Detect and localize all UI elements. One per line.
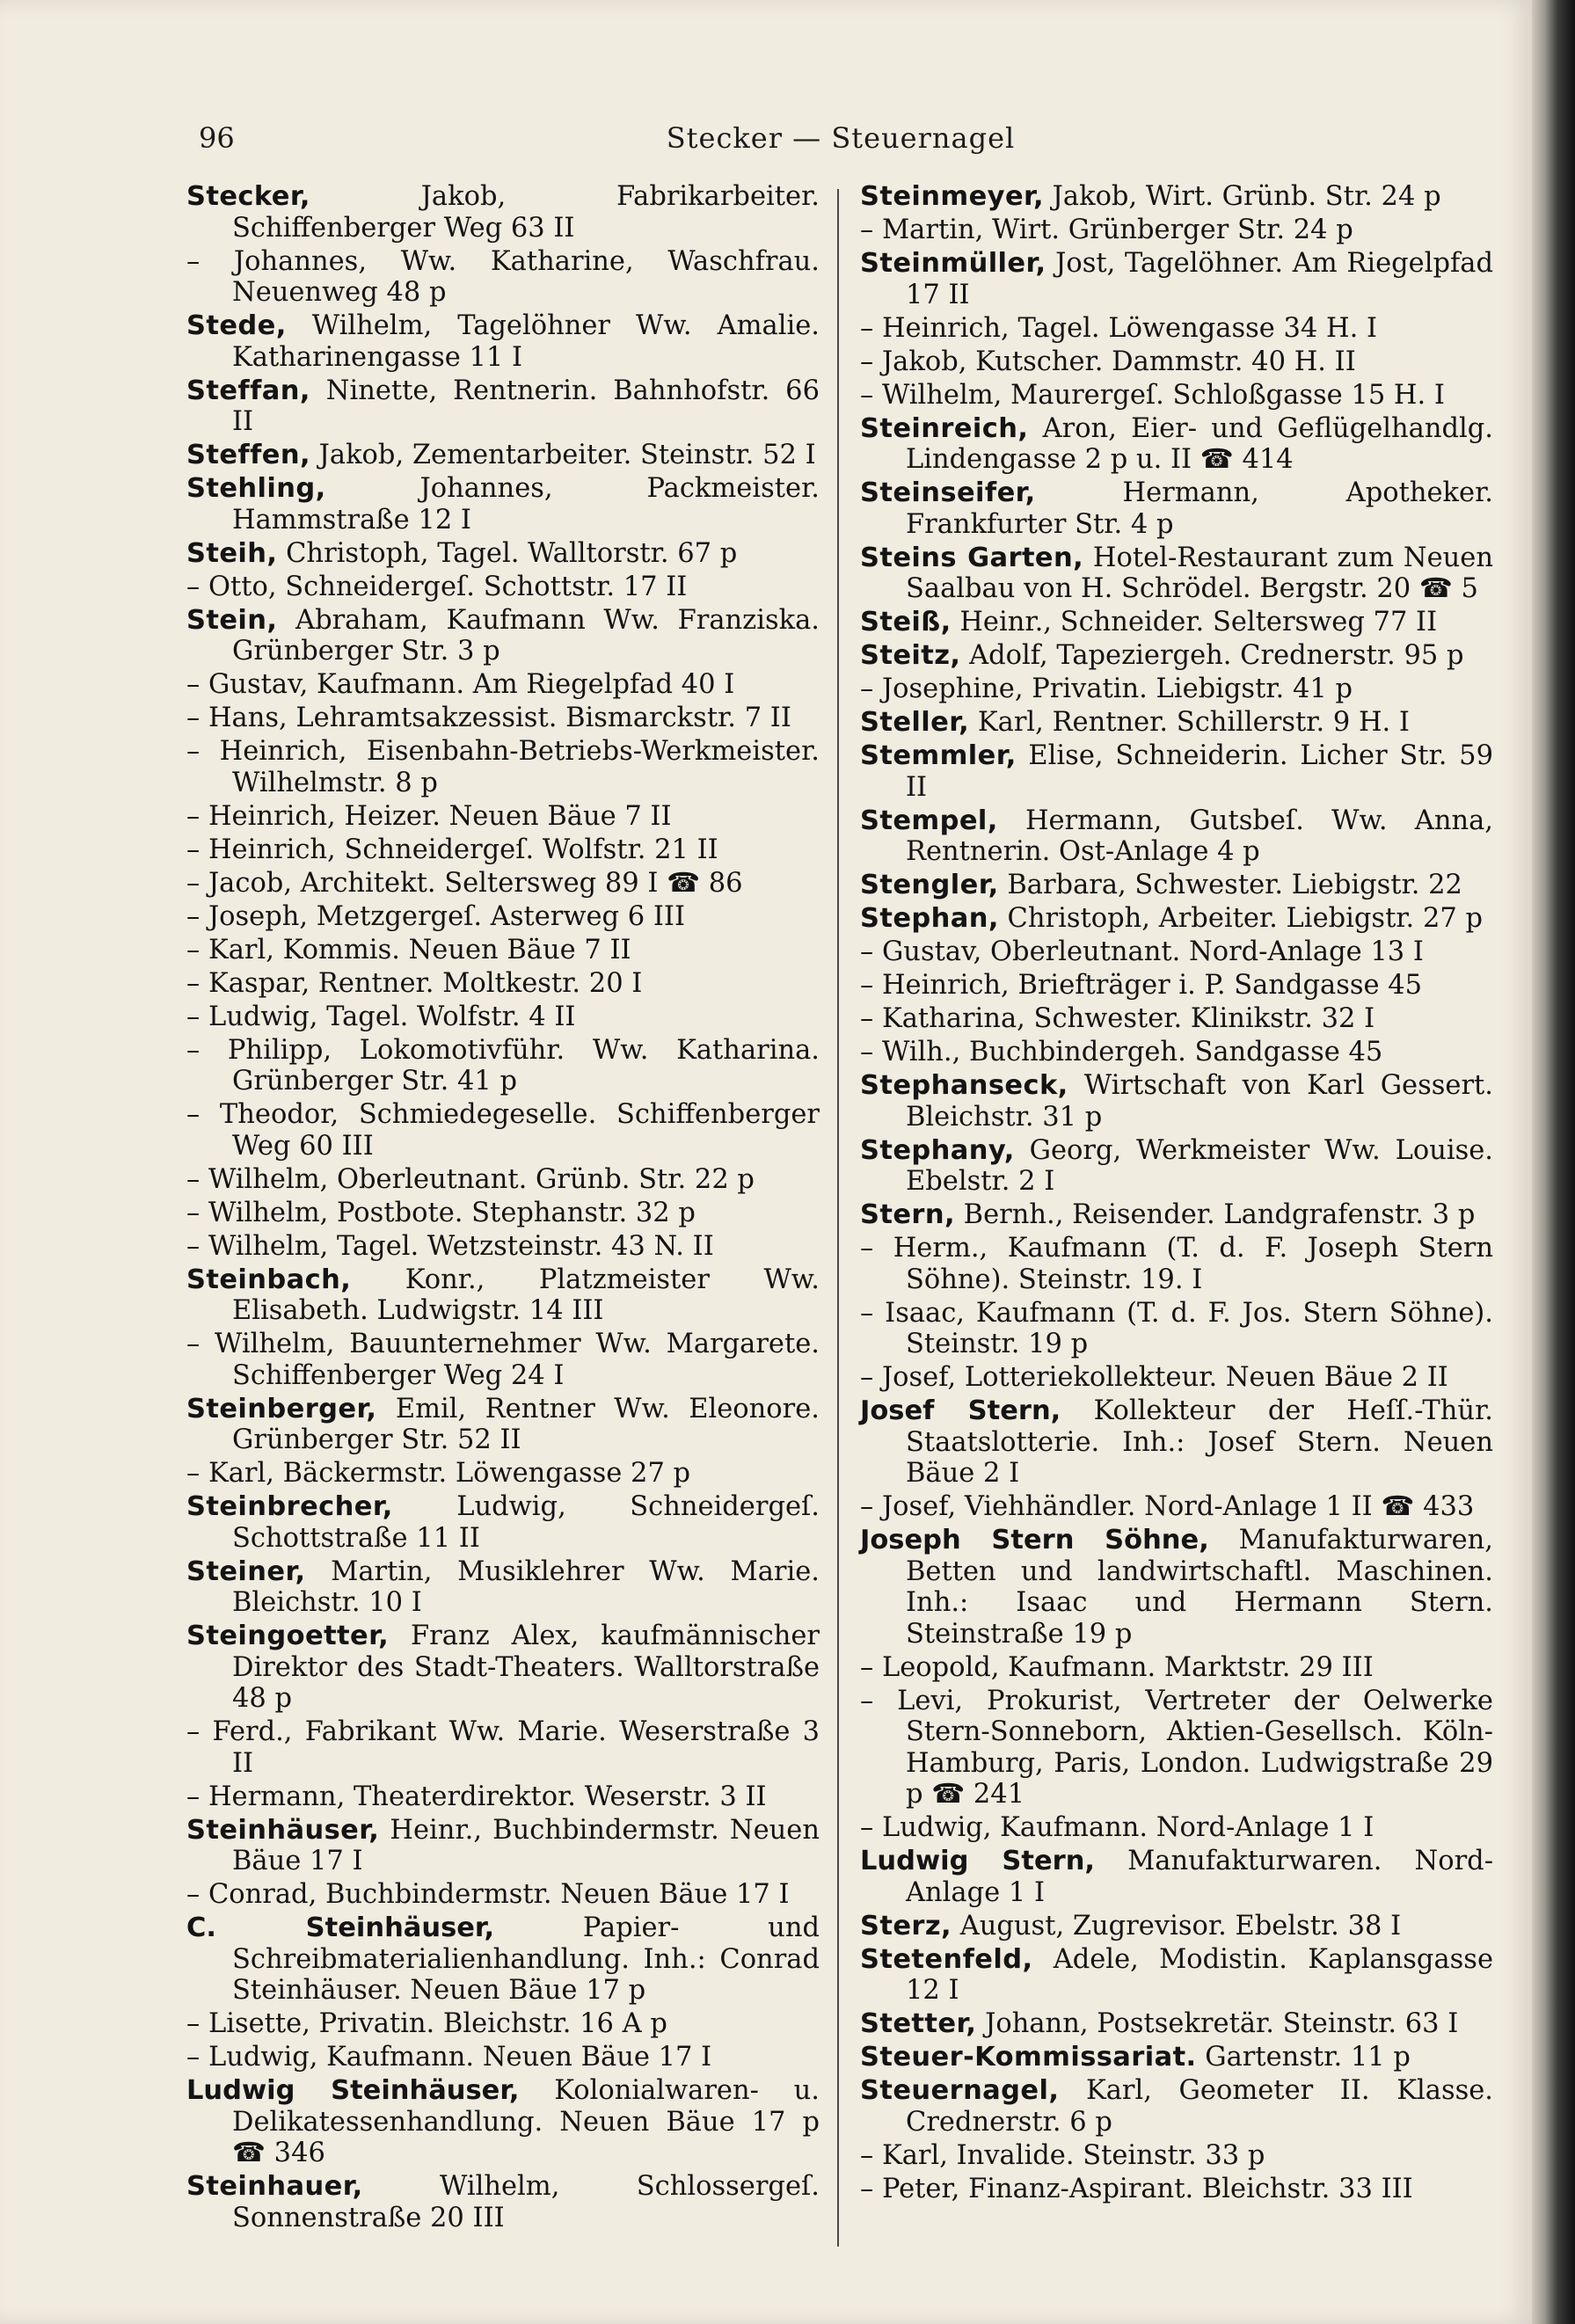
directory-entry bbox=[186, 1198, 820, 1229]
entry-details: Hotel-Restaurant zum Neuen Saalbau von H. Schrödel. Bergstr. 20 ☎ 5 bbox=[906, 542, 1493, 604]
directory-entry bbox=[860, 607, 1493, 638]
entry-firm: C. Steinhäuser, bbox=[186, 1912, 495, 1943]
entry-details: Aron, Eier- und Geflügelhandlg. Lindengasse 2 p u. II ☎ 414 bbox=[906, 412, 1493, 475]
entry-details: – Karl, Kommis. Neuen Bäue 7 II bbox=[186, 934, 631, 965]
entry-details: Karl, Geometer II. Klasse. Crednerstr. 6 p bbox=[906, 2075, 1493, 2138]
directory-entry bbox=[860, 1846, 1493, 1908]
entry-surname: Steinhäuser, bbox=[186, 1814, 380, 1846]
right-column bbox=[860, 181, 1493, 2274]
entry-details: Adolf, Tapeziergeh. Crednerstr. 95 p bbox=[960, 640, 1464, 671]
entry-surname: Stengler, bbox=[860, 870, 999, 900]
directory-entry bbox=[860, 1395, 1493, 1490]
entry-details: – Jakob, Kutscher. Dammstr. 40 H. II bbox=[860, 346, 1356, 377]
directory-entry bbox=[860, 1135, 1493, 1198]
running-head: Stecker — Steuernagel bbox=[666, 121, 1016, 155]
entry-details: Heinr., Schneider. Seltersweg 77 II bbox=[951, 607, 1438, 637]
entry-details: Heinr., Buchbindermstr. Neuen Bäue 17 I bbox=[232, 1814, 820, 1876]
entry-details: – Levi, Prokurist, Vertreter der Oelwerke Stern-Sonneborn, Aktien-Gesellsch. Köln-Hamburg, Paris, London. Ludwigstraße 29 p ☎ 241 bbox=[860, 1685, 1493, 1810]
entry-surname: Steins Garten, bbox=[860, 542, 1084, 573]
directory-entry bbox=[860, 1070, 1493, 1133]
directory-entry bbox=[186, 736, 820, 798]
entry-details: Jakob, Zementarbeiter. Steinstr. 52 I bbox=[310, 440, 816, 470]
directory-entry bbox=[860, 215, 1493, 246]
directory-entry bbox=[860, 1652, 1493, 1684]
directory-entry bbox=[186, 1231, 820, 1263]
directory-entry bbox=[860, 674, 1493, 705]
directory-entry bbox=[860, 640, 1493, 672]
directory-entry bbox=[860, 903, 1493, 935]
entry-details: – Heinrich, Schneidergeſ. Wolfstr. 21 II bbox=[186, 834, 718, 865]
entry-details: Georg, Werkmeister Ww. Louise. Ebelstr. 2 I bbox=[906, 1134, 1493, 1197]
entry-details: – Otto, Schneidergeſ. Schottstr. 17 II bbox=[186, 571, 688, 602]
directory-entry bbox=[860, 1037, 1493, 1068]
directory-entry bbox=[186, 1099, 820, 1162]
entry-surname: Stetter, bbox=[860, 2008, 977, 2039]
directory-entry bbox=[860, 2042, 1493, 2073]
directory-entry bbox=[860, 707, 1493, 739]
entry-details: Martin, Musiklehrer Ww. Marie. Bleichstr. 10 I bbox=[232, 1555, 820, 1618]
entry-details: Christoph, Tagel. Walltorstr. 67 p bbox=[277, 537, 738, 569]
directory-entry bbox=[860, 1491, 1493, 1523]
entry-details: Konr., Platzmeister Ww. Elisabeth. Ludwigstr. 14 III bbox=[232, 1264, 820, 1326]
entry-details: – Josef, Lotteriekollekteur. Neuen Bäue 2 II bbox=[860, 1362, 1448, 1393]
entry-firm: Josef Stern, bbox=[860, 1395, 1061, 1426]
directory-entry bbox=[860, 181, 1493, 213]
entry-details: – Heinrich, Eisenbahn-Betriebs-Werkmeister. Wilhelmstr. 8 p bbox=[186, 736, 820, 798]
entry-details: Bernh., Reisender. Landgrafenstr. 3 p bbox=[954, 1199, 1476, 1230]
entry-details: – Heinrich, Heizer. Neuen Bäue 7 II bbox=[186, 800, 672, 832]
entry-details: – Wilhelm, Oberleutnant. Grünb. Str. 22 p bbox=[186, 1163, 755, 1195]
entry-details: August, Zugrevisor. Ebelstr. 38 I bbox=[952, 1910, 1402, 1942]
entry-surname: Stetenfeld, bbox=[860, 1943, 1033, 1975]
directory-entry bbox=[860, 1199, 1493, 1231]
column-divider bbox=[837, 189, 839, 2247]
entry-details: Gartenstr. 11 p bbox=[1196, 2042, 1411, 2073]
entry-details: Franz Alex, kaufmännischer Direktor des Stadt-Theaters. Walltorstraße 48 p bbox=[232, 1621, 820, 1714]
entry-details: – Ludwig, Tagel. Wolfstr. 4 II bbox=[186, 1001, 576, 1032]
entry-details: – Martin, Wirt. Grünberger Str. 24 p bbox=[860, 215, 1353, 245]
directory-entry bbox=[186, 2042, 820, 2073]
directory-entry bbox=[860, 740, 1493, 803]
entry-details: Adele, Modistin. Kaplansgasse 12 I bbox=[906, 1943, 1493, 2006]
directory-entry bbox=[186, 246, 820, 309]
entry-details: – Karl, Bäckermstr. Löwengasse 27 p bbox=[186, 1458, 691, 1489]
directory-entry bbox=[186, 605, 820, 667]
directory-entry bbox=[186, 473, 820, 535]
directory-entry bbox=[860, 2174, 1493, 2205]
directory-entry bbox=[186, 181, 820, 244]
entry-details: Christoph, Arbeiter. Liebigstr. 27 p bbox=[998, 903, 1483, 934]
entry-details: Hermann, Apotheker. Frankfurter Str. 4 p bbox=[906, 477, 1493, 540]
entry-details: – Herm., Kaufmann (T. d. F. Joseph Stern Söhne). Steinstr. 19. I bbox=[860, 1233, 1493, 1295]
directory-entry bbox=[860, 1911, 1493, 1942]
entry-details: – Heinrich, Briefträger i. P. Sandgasse 45 bbox=[860, 970, 1423, 1001]
entry-details: Kolonialwaren- u. Delikatessenhandlung. Neuen Bäue 17 p ☎ 346 bbox=[232, 2075, 820, 2168]
entry-details: Hermann, Gutsbeſ. Ww. Anna, Rentnerin. Ost-Anlage 4 p bbox=[906, 805, 1493, 867]
directory-entry bbox=[860, 1812, 1493, 1844]
directory-entry bbox=[186, 901, 820, 933]
entry-surname: Stephanseck, bbox=[860, 1070, 1068, 1101]
entry-firm: Ludwig Stern, bbox=[860, 1846, 1096, 1876]
entry-surname: Stern, bbox=[860, 1199, 955, 1230]
entry-details: Abraham, Kaufmann Ww. Franziska. Grünberger Str. 3 p bbox=[232, 604, 820, 667]
entry-details: – Wilhelm, Tagel. Wetzsteinstr. 43 N. II bbox=[186, 1230, 714, 1262]
directory-entry bbox=[186, 801, 820, 833]
directory-entry bbox=[186, 669, 820, 701]
page-header bbox=[199, 121, 1483, 165]
entry-details: – Wilhelm, Bauunternehmer Ww. Margarete. Schiffenberger Weg 24 I bbox=[186, 1329, 820, 1391]
directory-entry bbox=[860, 970, 1493, 1002]
entry-surname: Stehling, bbox=[186, 473, 326, 504]
directory-entry bbox=[186, 572, 820, 603]
entry-surname: Stecker, bbox=[186, 181, 310, 212]
directory-entry bbox=[860, 936, 1493, 968]
entry-details: Johannes, Packmeister. Hammstraße 12 I bbox=[232, 473, 820, 535]
entry-details: – Wilhelm, Maurergeſ. Schloßgasse 15 H. I bbox=[860, 379, 1445, 411]
entry-firm: Ludwig Steinhäuser, bbox=[186, 2075, 520, 2106]
entry-details: – Josephine, Privatin. Liebigstr. 41 p bbox=[860, 674, 1353, 704]
entry-details: – Theodor, Schmiedegeselle. Schiffenberger Weg 60 III bbox=[186, 1099, 820, 1162]
entry-surname: Stephan, bbox=[860, 903, 999, 934]
directory-entry bbox=[186, 1264, 820, 1327]
directory-entry bbox=[860, 1944, 1493, 2007]
directory-entry bbox=[860, 1003, 1493, 1035]
directory-entry bbox=[186, 1621, 820, 1715]
entry-details: – Hermann, Theaterdirektor. Weserstr. 3 II bbox=[186, 1781, 767, 1812]
directory-entry bbox=[186, 1164, 820, 1196]
entry-details: – Philipp, Lokomotivführ. Ww. Katharina. Grünberger Str. 41 p bbox=[186, 1034, 820, 1096]
entry-details: – Hans, Lehramtsakzessist. Bismarckstr. 7 II bbox=[186, 703, 791, 733]
entry-surname: Steinseifer, bbox=[860, 477, 1036, 508]
entry-details: – Ludwig, Kaufmann. Neuen Bäue 17 I bbox=[186, 2042, 712, 2073]
directory-entry bbox=[186, 1879, 820, 1911]
directory-entry bbox=[860, 2075, 1493, 2138]
directory-entry bbox=[860, 805, 1493, 868]
entry-surname: Steinbrecher, bbox=[186, 1491, 393, 1522]
directory-entry bbox=[186, 1329, 820, 1391]
directory-entry bbox=[860, 2008, 1493, 2040]
directory-entry bbox=[186, 538, 820, 570]
entry-details: – Conrad, Buchbindermstr. Neuen Bäue 17 I bbox=[186, 1879, 790, 1910]
entry-details: Jakob, Fabrikarbeiter. Schiffenberger Weg 63 II bbox=[232, 181, 820, 244]
entry-details: – Isaac, Kaufmann (T. d. F. Jos. Stern Söhne). Steinstr. 19 p bbox=[860, 1297, 1493, 1359]
directory-entry bbox=[186, 1912, 820, 2007]
directory-entry bbox=[186, 834, 820, 866]
entry-details: Papier- und Schreibmaterialienhandlung. Inh.: Conrad Steinhäuser. Neuen Bäue 17 p bbox=[232, 1912, 820, 2006]
entry-details: Ludwig, Schneidergeſ. Schottstraße 11 II bbox=[232, 1491, 820, 1554]
entry-details: – Heinrich, Tagel. Löwengasse 34 H. I bbox=[860, 312, 1378, 344]
entry-surname: Stemmler, bbox=[860, 740, 1017, 771]
directory-entry bbox=[860, 1233, 1493, 1295]
entry-details: – Josef, Viehhändler. Nord-Anlage 1 II ☎ 433 bbox=[860, 1491, 1475, 1522]
directory-entry bbox=[186, 1781, 820, 1813]
entry-surname: Steinbach, bbox=[186, 1264, 352, 1295]
entry-firm: Joseph Stern Söhne, bbox=[860, 1525, 1209, 1555]
directory-entry bbox=[186, 1716, 820, 1779]
left-column bbox=[186, 181, 820, 2274]
entry-details: Manufakturwaren. Nord-Anlage 1 I bbox=[906, 1846, 1493, 1908]
directory-entry bbox=[186, 703, 820, 734]
directory-entry bbox=[860, 380, 1493, 412]
entry-details: – Karl, Invalide. Steinstr. 33 p bbox=[860, 2139, 1265, 2171]
entry-details: Jakob, Wirt. Grünb. Str. 24 p bbox=[1043, 181, 1441, 212]
directory-entry bbox=[186, 375, 820, 438]
entry-surname: Steffan, bbox=[186, 375, 310, 406]
entry-details: Barbara, Schwester. Liebigstr. 22 bbox=[998, 870, 1462, 900]
directory-entry bbox=[860, 1525, 1493, 1650]
entry-surname: Steuer-Kommissariat. bbox=[860, 2042, 1197, 2073]
entry-details: – Wilhelm, Postbote. Stephanstr. 32 p bbox=[186, 1197, 696, 1228]
entry-surname: Steinreich, bbox=[860, 412, 1029, 444]
directory-entry bbox=[186, 968, 820, 1000]
entry-details: Emil, Rentner Ww. Eleonore. Grünberger Str. 52 II bbox=[232, 1393, 820, 1455]
entry-details: – Johannes, Ww. Katharine, Waschfrau. Neuenweg 48 p bbox=[186, 245, 820, 308]
directory-entry bbox=[860, 413, 1493, 476]
directory-entry bbox=[186, 1491, 820, 1554]
directory-entry bbox=[860, 248, 1493, 310]
directory-entry bbox=[860, 1362, 1493, 1394]
directory-entry bbox=[860, 1686, 1493, 1810]
entry-surname: Stein, bbox=[186, 604, 278, 636]
entry-surname: Steuernagel, bbox=[860, 2075, 1060, 2106]
directory-entry bbox=[186, 2075, 820, 2169]
entry-details: – Jacob, Architekt. Seltersweg 89 I ☎ 86 bbox=[186, 867, 743, 899]
entry-surname: Steih, bbox=[186, 537, 278, 569]
directory-entry bbox=[860, 477, 1493, 540]
entry-details: – Joseph, Metzgergeſ. Asterweg 6 III bbox=[186, 900, 685, 932]
entry-surname: Steiner, bbox=[186, 1555, 306, 1587]
page-number: 96 bbox=[199, 121, 235, 155]
entry-details: – Leopold, Kaufmann. Marktstr. 29 III bbox=[860, 1651, 1374, 1683]
directory-entry bbox=[186, 1035, 820, 1097]
entry-details: – Katharina, Schwester. Klinikstr. 32 I bbox=[860, 1003, 1375, 1034]
entry-details: – Gustav, Kaufmann. Am Riegelpfad 40 I bbox=[186, 669, 735, 700]
entry-details: Ninette, Rentnerin. Bahnhofstr. 66 II bbox=[232, 375, 820, 437]
entry-surname: Steinhauer, bbox=[186, 2171, 363, 2202]
entry-details: Wilhelm, Schlossergeſ. Sonnenstraße 20 III bbox=[232, 2171, 820, 2233]
entry-surname: Stede, bbox=[186, 310, 287, 341]
directory-entry bbox=[186, 440, 820, 471]
directory-entry bbox=[860, 1298, 1493, 1360]
book-edge bbox=[1532, 0, 1575, 2324]
entry-surname: Steiß, bbox=[860, 607, 952, 637]
directory-entry bbox=[186, 1458, 820, 1490]
entry-details: – Lisette, Privatin. Bleichstr. 16 A p bbox=[186, 2008, 667, 2039]
entry-details: – Wilh., Buchbindergeh. Sandgasse 45 bbox=[860, 1037, 1383, 1067]
entry-details: Manufakturwaren, Betten und landwirtschaftl. Maschinen. Inh.: Isaac und Hermann Stern. Steinstraße 19 p bbox=[906, 1525, 1493, 1650]
entry-surname: Steinmeyer, bbox=[860, 181, 1044, 212]
entry-surname: Steitz, bbox=[860, 640, 961, 671]
directory-entry bbox=[186, 1394, 820, 1456]
entry-details: – Ferd., Fabrikant Ww. Marie. Weserstraße 3 II bbox=[186, 1716, 820, 1779]
entry-details: – Ludwig, Kaufmann. Nord-Anlage 1 I bbox=[860, 1812, 1374, 1843]
entry-details: Wilhelm, Tagelöhner Ww. Amalie. Katharinengasse 11 I bbox=[232, 310, 820, 373]
directory-entry bbox=[860, 870, 1493, 901]
directory-entry bbox=[186, 1815, 820, 1877]
entry-surname: Steinberger, bbox=[186, 1393, 377, 1424]
directory-entry bbox=[186, 935, 820, 966]
directory-entry bbox=[186, 1002, 820, 1033]
directory-entry bbox=[186, 2008, 820, 2040]
directory-entry bbox=[186, 868, 820, 900]
entry-details: Wirtschaft von Karl Gessert. Bleichstr. 31 p bbox=[906, 1070, 1493, 1133]
directory-entry bbox=[186, 310, 820, 373]
directory-entry bbox=[186, 1556, 820, 1619]
entry-surname: Steingoetter, bbox=[186, 1621, 390, 1651]
entry-details: Karl, Rentner. Schillerstr. 9 H. I bbox=[969, 707, 1410, 738]
entry-details: – Gustav, Oberleutnant. Nord-Anlage 13 I bbox=[860, 936, 1424, 967]
entry-surname: Steinmüller, bbox=[860, 248, 1046, 279]
entry-surname: Stempel, bbox=[860, 805, 998, 836]
directory-entry bbox=[860, 2140, 1493, 2172]
entry-details: Kollekteur der Heſſ.-Thür. Staatslotterie. Inh.: Josef Stern. Neuen Bäue 2 I bbox=[906, 1395, 1493, 1489]
directory-entry bbox=[860, 346, 1493, 378]
directory-entry bbox=[860, 543, 1493, 605]
entry-surname: Stephany, bbox=[860, 1134, 1015, 1166]
directory-entry bbox=[860, 313, 1493, 345]
directory-entry bbox=[186, 2171, 820, 2233]
entry-surname: Sterz, bbox=[860, 1910, 952, 1942]
entry-details: – Peter, Finanz-Aspirant. Bleichstr. 33 III bbox=[860, 2173, 1413, 2204]
entry-details: Jost, Tagelöhner. Am Riegelpfad 17 II bbox=[906, 248, 1493, 310]
entry-details: Elise, Schneiderin. Licher Str. 59 II bbox=[906, 740, 1493, 803]
entry-surname: Steffen, bbox=[186, 440, 310, 470]
entry-surname: Steller, bbox=[860, 707, 970, 738]
entry-details: – Kaspar, Rentner. Moltkestr. 20 I bbox=[186, 967, 643, 999]
entry-details: Johann, Postsekretär. Steinstr. 63 I bbox=[976, 2008, 1459, 2039]
